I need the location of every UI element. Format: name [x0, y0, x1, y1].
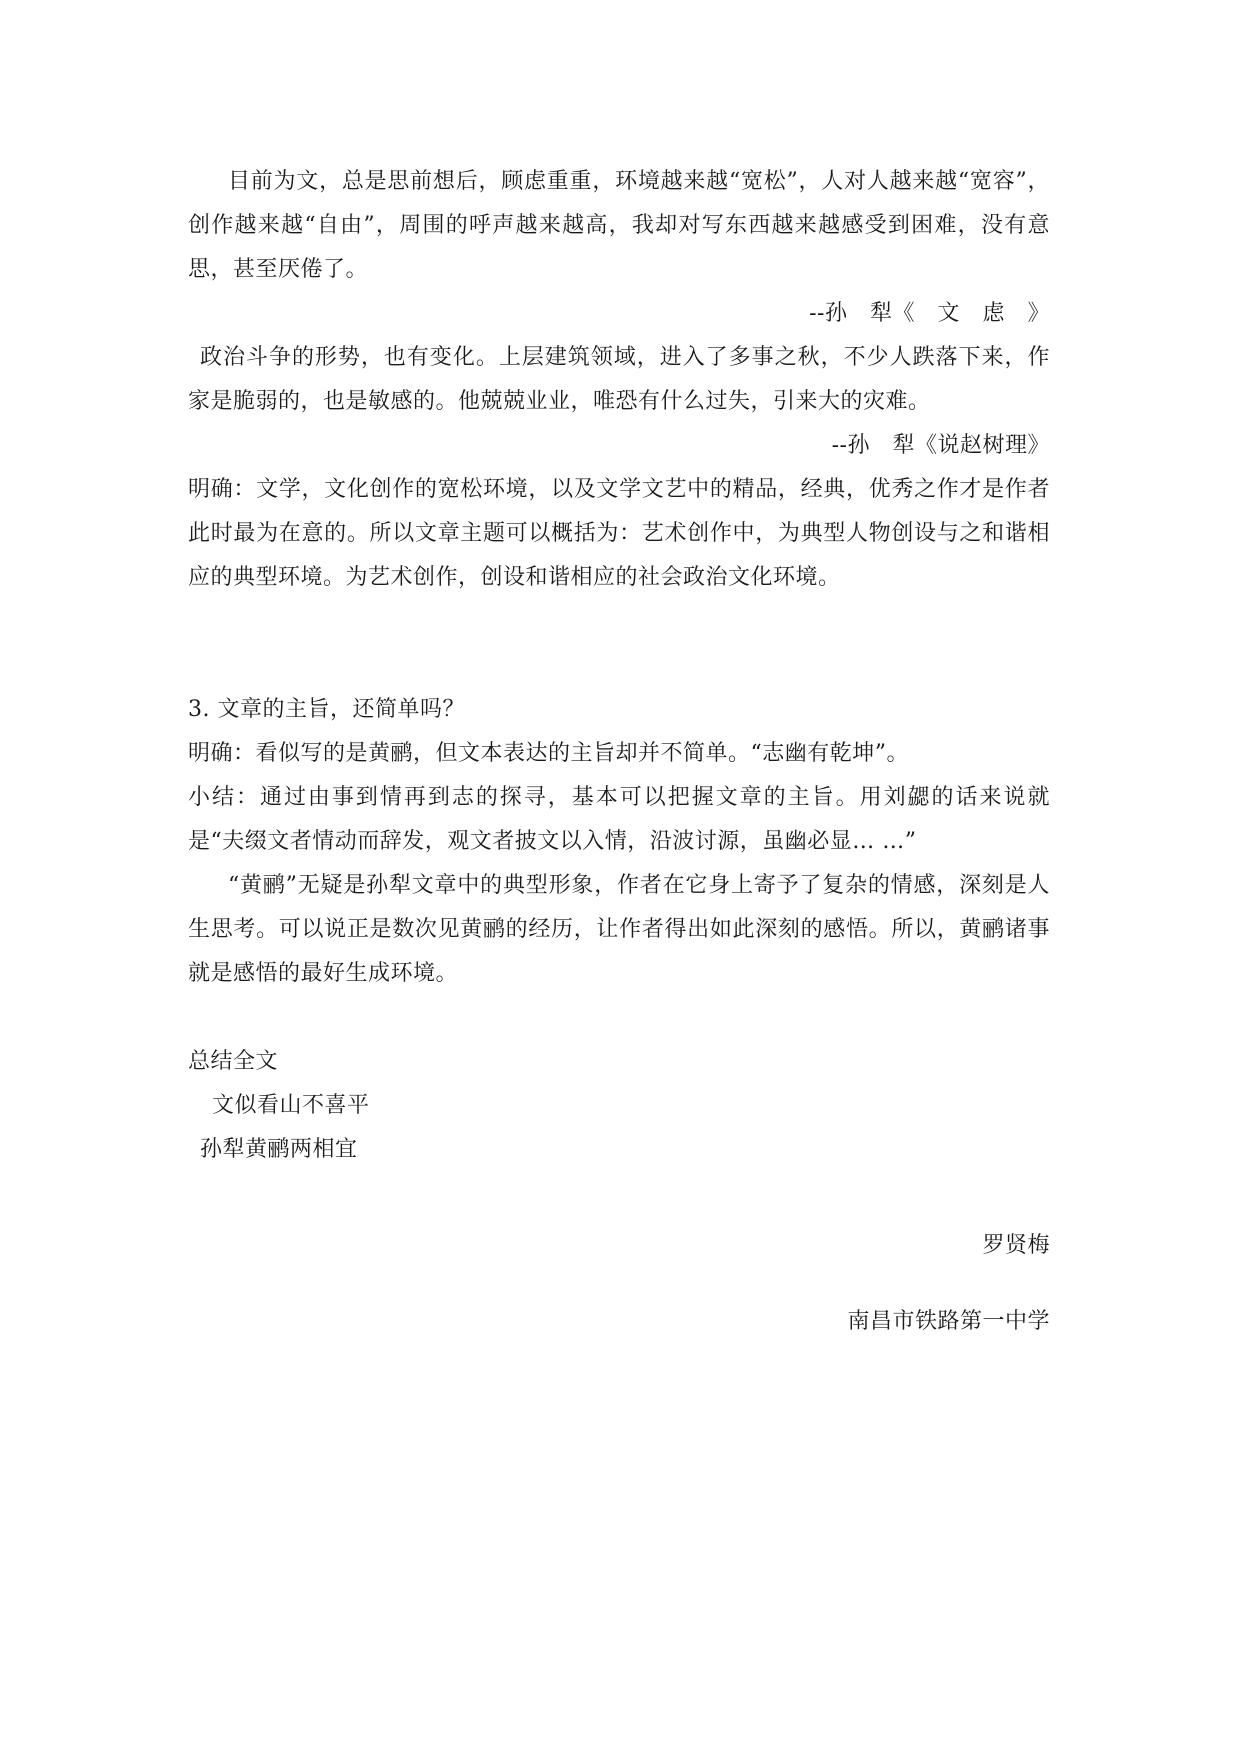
summary-paragraph: 小结：通过由事到情再到志的探寻，基本可以把握文章的主旨。用刘勰的话来说就是“夫缀文者情动而辞发，观文者披文以入情，沿波讨源，虽幽必显… …”	[188, 785, 1050, 854]
clarify-theme-paragraph: 明确：文学，文化创作的宽松环境，以及文学文艺中的精品，经典，优秀之作才是作者此时最为在意的。所以文章主题可以概括为：艺术创作中，为典型人物创设与之和谐相应的典型环境。为艺术创作，创设和谐相应的社会政治文化环境。	[188, 477, 1050, 590]
conclusion-line-1: 文似看山不喜平	[212, 1093, 370, 1118]
clarify-3-paragraph: 明确：看似写的是黄鹂，但文本表达的主旨却并不简单。“志幽有乾坤”。	[188, 741, 909, 766]
spacer	[188, 996, 1050, 1040]
quote-wenlv-text: 目前为文，总是思前想后，顾虑重重，环境越来越“宽松”，人对人越来越“宽容”，创作越来越“自由”，周围的呼声越来越高，我却对写东西越来越感受到困难，没有意思，甚至厌倦了。	[188, 169, 1050, 282]
huangli-paragraph: “黄鹂”无疑是孙犁文章中的典型形象，作者在它身上寄予了复杂的情感，深刻是人生思考。可以说正是数次见黄鹂的经历，让作者得出如此深刻的感悟。所以，黄鹂诸事就是感悟的最好生成环境。	[188, 873, 1050, 986]
spacer	[188, 1268, 1050, 1300]
school-signature: 南昌市铁路第一中学	[847, 1309, 1050, 1334]
quote-wenlv-source: --孙 犁《 文 虑 》	[809, 301, 1050, 326]
quote-zhaoshuli-source: --孙 犁《说赵树理》	[831, 433, 1050, 458]
author-signature: 罗贤梅	[982, 1233, 1050, 1258]
quote-zhaoshuli-text: 政治斗争的形势，也有变化。上层建筑领域，进入了多事之秋，不少人跌落下来，作家是脆弱的，也是敏感的。他兢兢业业，唯恐有什么过失，引来大的灾难。	[188, 345, 1050, 414]
document-page	[188, 160, 1050, 1344]
question-3-heading: 3. 文章的主旨，还简单吗？	[188, 697, 465, 722]
spacer	[188, 600, 1050, 688]
conclusion-title: 总结全文	[188, 1049, 279, 1074]
spacer	[188, 1172, 1050, 1224]
conclusion-line-2: 孙犁黄鹂两相宜	[200, 1137, 358, 1162]
